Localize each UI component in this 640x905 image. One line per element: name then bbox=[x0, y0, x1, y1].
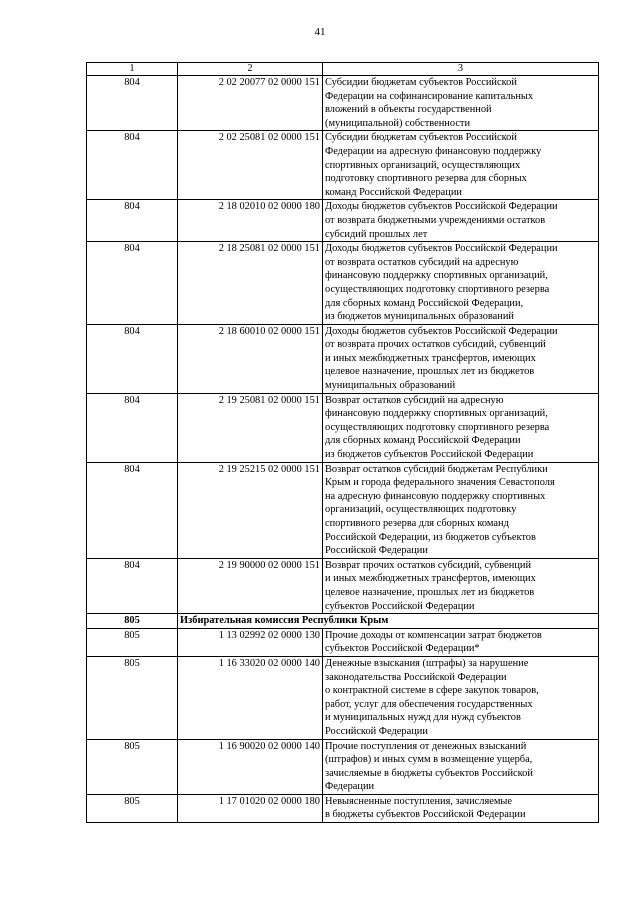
income-description: Субсидии бюджетам субъектов Российской Федерации на софинансирование капитальных вложений в объекты государственной (муниципальной) собственности bbox=[323, 76, 599, 131]
income-description: Прочие поступления от денежных взысканий (штрафов) и иных сумм в возмещение ущерба, зачисляемые в бюджеты субъектов Российской Федерации bbox=[323, 739, 599, 794]
section-header-row bbox=[87, 614, 599, 629]
table-row bbox=[87, 76, 599, 131]
budget-code: 2 18 25081 02 0000 151 bbox=[178, 242, 323, 325]
admin-code: 804 bbox=[87, 462, 178, 558]
budget-code: 1 16 33020 02 0000 140 bbox=[178, 656, 323, 739]
admin-code: 805 bbox=[87, 656, 178, 739]
admin-code: 804 bbox=[87, 393, 178, 462]
admin-code: 804 bbox=[87, 76, 178, 131]
section-code: 805 bbox=[87, 614, 178, 629]
table-row bbox=[87, 739, 599, 794]
budget-code: 1 17 01020 02 0000 180 bbox=[178, 794, 323, 822]
admin-code: 804 bbox=[87, 131, 178, 200]
income-description: Возврат прочих остатков субсидий, субвенций и иных межбюджетных трансфертов, имеющих целевое назначение, прошлых лет из бюджетов субъектов Российской Федерации bbox=[323, 558, 599, 613]
page-number: 41 bbox=[314, 26, 326, 38]
table-header-row bbox=[87, 63, 599, 76]
admin-code: 805 bbox=[87, 739, 178, 794]
admin-code: 804 bbox=[87, 200, 178, 242]
budget-code: 1 13 02992 02 0000 130 bbox=[178, 628, 323, 656]
section-title: Избирательная комиссия Республики Крым bbox=[178, 614, 599, 629]
budget-code: 2 02 25081 02 0000 151 bbox=[178, 131, 323, 200]
table-row bbox=[87, 200, 599, 242]
income-description: Денежные взыскания (штрафы) за нарушение законодательства Российской Федерации о контрактной системе в сфере закупок товаров, работ, услуг для обеспечения государственных и муниципальных нужд для нужд субъектов Российской Федерации bbox=[323, 656, 599, 739]
table-row bbox=[87, 628, 599, 656]
table-row bbox=[87, 794, 599, 822]
admin-code: 805 bbox=[87, 794, 178, 822]
table-row bbox=[87, 656, 599, 739]
income-description: Доходы бюджетов субъектов Российской Федерации от возврата остатков субсидий на адресную финансовую поддержку спортивных организаций, осуществляющих подготовку спортивного резерва для сборных команд Российской Федерации, из бюджетов муниципальных образований bbox=[323, 242, 599, 325]
income-description: Прочие доходы от компенсации затрат бюджетов субъектов Российской Федерации* bbox=[323, 628, 599, 656]
column-header: 3 bbox=[323, 63, 599, 76]
income-description: Возврат остатков субсидий на адресную финансовую поддержку спортивных организаций, осуществляющих подготовку спортивного резерва для сборных команд Российской Федерации из бюджетов субъектов Российской Федерации bbox=[323, 393, 599, 462]
income-description: Доходы бюджетов субъектов Российской Федерации от возврата бюджетными учреждениями остатков субсидий прошлых лет bbox=[323, 200, 599, 242]
budget-code: 1 16 90020 02 0000 140 bbox=[178, 739, 323, 794]
budget-code: 2 18 60010 02 0000 151 bbox=[178, 324, 323, 393]
table-row bbox=[87, 393, 599, 462]
table-row bbox=[87, 242, 599, 325]
admin-code: 804 bbox=[87, 324, 178, 393]
table-row bbox=[87, 462, 599, 558]
budget-code: 2 18 02010 02 0000 180 bbox=[178, 200, 323, 242]
income-description: Субсидии бюджетам субъектов Российской Федерации на адресную финансовую поддержку спортивных организаций, осуществляющих подготовку спортивного резерва для сборных команд Российской Федерации bbox=[323, 131, 599, 200]
table-row bbox=[87, 558, 599, 613]
budget-code: 2 02 20077 02 0000 151 bbox=[178, 76, 323, 131]
admin-code: 805 bbox=[87, 628, 178, 656]
table-row bbox=[87, 131, 599, 200]
admin-code: 804 bbox=[87, 558, 178, 613]
column-header: 1 bbox=[87, 63, 178, 76]
table-row bbox=[87, 324, 599, 393]
revenue-codes-table bbox=[86, 62, 599, 823]
income-description: Невыясненные поступления, зачисляемые в бюджеты субъектов Российской Федерации bbox=[323, 794, 599, 822]
budget-code: 2 19 25081 02 0000 151 bbox=[178, 393, 323, 462]
admin-code: 804 bbox=[87, 242, 178, 325]
income-description: Возврат остатков субсидий бюджетам Республики Крым и города федерального значения Севастополя на адресную финансовую поддержку спортивных организаций, осуществляющих подготовку спортивного резерва для сборных команд Российской Федерации, из бюджетов субъектов Российской Федерации bbox=[323, 462, 599, 558]
column-header: 2 bbox=[178, 63, 323, 76]
budget-code: 2 19 25215 02 0000 151 bbox=[178, 462, 323, 558]
income-description: Доходы бюджетов субъектов Российской Федерации от возврата прочих остатков субсидий, субвенций и иных межбюджетных трансфертов, имеющих целевое назначение, прошлых лет из бюджетов муниципальных образований bbox=[323, 324, 599, 393]
budget-code: 2 19 90000 02 0000 151 bbox=[178, 558, 323, 613]
